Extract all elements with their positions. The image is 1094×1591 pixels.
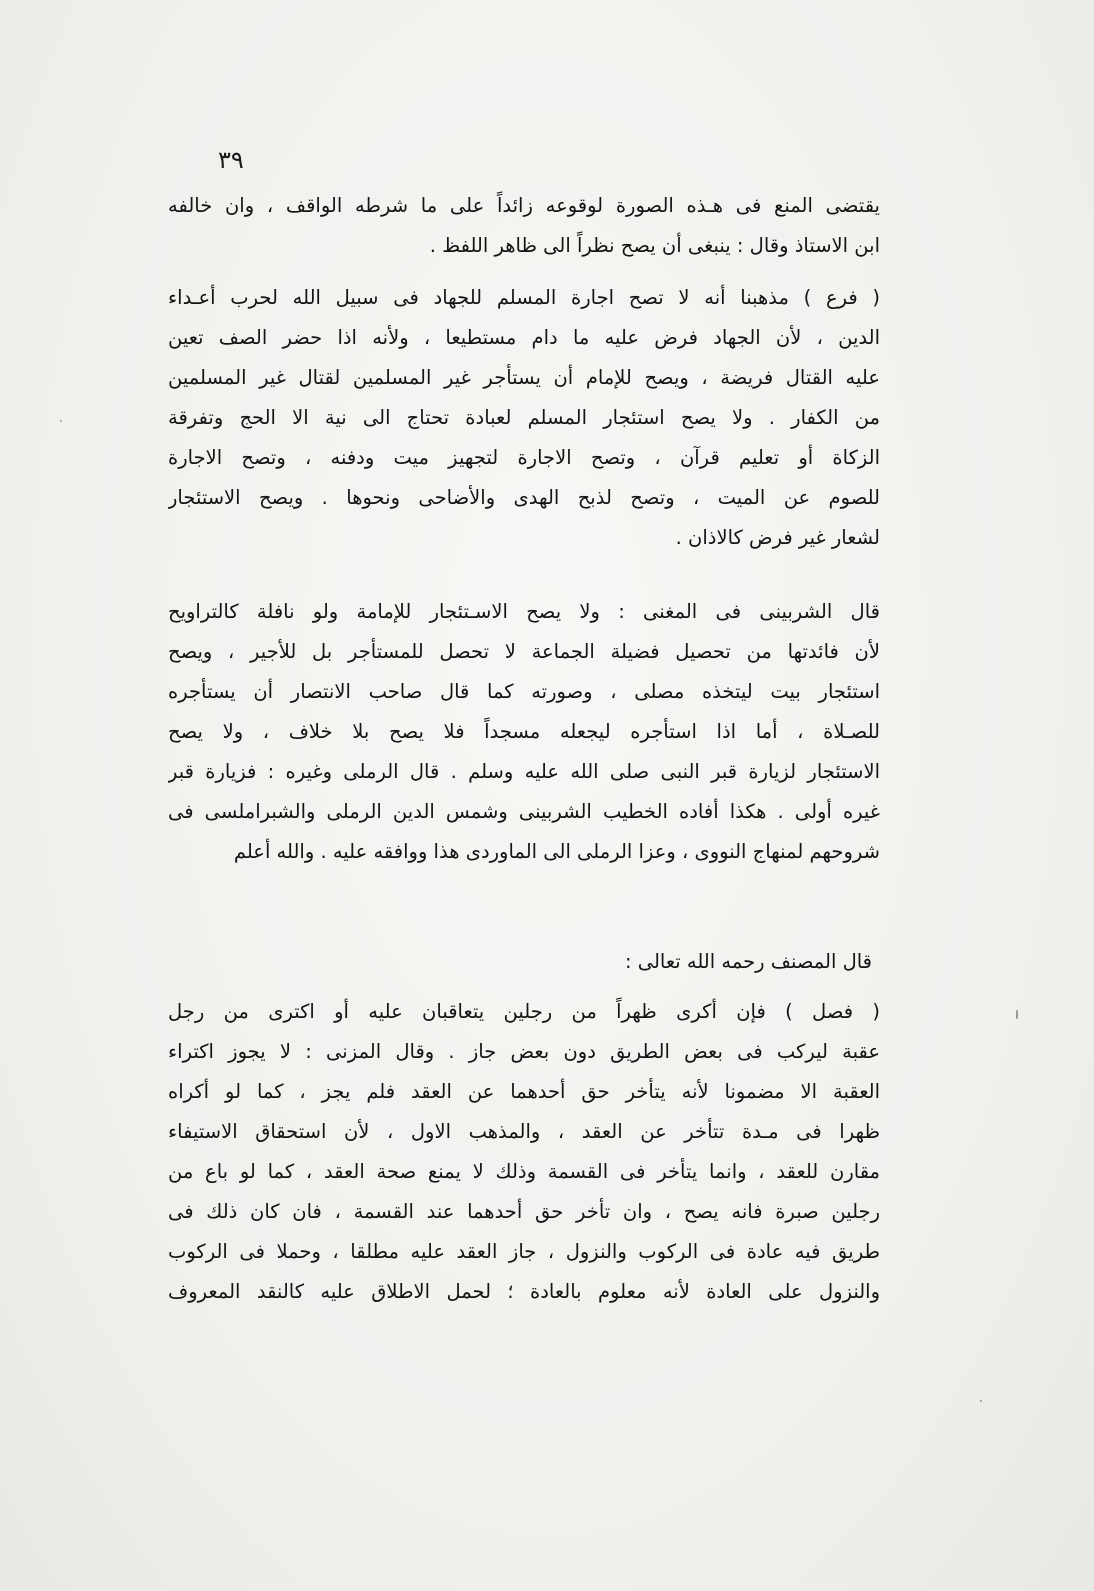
text-line: عليه القتال فريضة ، ويصح للإمام أن يستأجر غير المسلمين لقتال غير المسلمين bbox=[168, 366, 880, 389]
text-line: ابن الاستاذ وقال : ينبغى أن يصح نظراً الى ظاهر اللفظ . bbox=[429, 234, 880, 257]
text-line: قال الشربينى فى المغنى : ولا يصح الاسـتئجار للإمامة ولو نافلة كالتراويح bbox=[168, 600, 880, 623]
text-line: لشعار غير فرض كالاذان . bbox=[675, 526, 880, 549]
text-line: للصوم عن الميت ، وتصح لذبح الهدى والأضاحى ونحوها . ويصح الاستئجار bbox=[168, 486, 880, 509]
text-line: الدين ، لأن الجهاد فرض عليه ما دام مستطيعا ، ولأنه اذا حضر الصف تعين bbox=[168, 326, 880, 349]
page-number: ٣٩ bbox=[218, 146, 244, 174]
text-line: العقبة الا مضمونا لأنه يتأخر حق أحدهما عن العقد فلم يجز ، كما لو أكراه bbox=[168, 1080, 880, 1103]
scan-speck bbox=[60, 420, 62, 422]
text-line: ( فصل ) فإن أكرى ظهراً من رجلين يتعاقبان عليه أو اكترى من رجل bbox=[168, 1000, 880, 1023]
text-line: الاستئجار لزيارة قبر النبى صلى الله عليه وسلم . قال الرملى وغيره : فزيارة قبر bbox=[168, 760, 880, 783]
paragraph-3 bbox=[168, 592, 880, 872]
paragraph-2 bbox=[168, 278, 880, 558]
paragraph-4 bbox=[168, 992, 880, 1312]
text-line: من الكفار . ولا يصح استئجار المسلم لعبادة تحتاج الى نية الا الحج وتفرقة bbox=[168, 406, 880, 429]
text-line: للصـلاة ، أما اذا استأجره ليجعله مسجداً فلا يصح بلا خلاف ، ولا يصح bbox=[168, 720, 880, 743]
paragraph-1 bbox=[168, 186, 880, 266]
text-line: لأن فائدتها من تحصيل فضيلة الجماعة لا تحصل للمستأجر بل للأجير ، ويصح bbox=[168, 640, 880, 663]
scan-speck bbox=[980, 1400, 982, 1402]
text-line: شروحهم لمنهاج النووى ، وعزا الرملى الى الماوردى هذا ووافقه عليه . والله أعلم bbox=[233, 840, 880, 863]
text-line: ( فرع ) مذهبنا أنه لا تصح اجارة المسلم للجهاد فى سبيل الله لحرب أعـداء bbox=[168, 286, 880, 309]
text-line: غيره أولى . هكذا أفاده الخطيب الشربينى وشمس الدين الرملى والشبراملسى فى bbox=[168, 800, 880, 823]
text-line: ظهرا فى مـدة تتأخر عن العقد ، والمذهب الاول ، لأن استحقاق الاستيفاء bbox=[168, 1120, 880, 1143]
text-line: عقبة ليركب فى بعض الطريق دون بعض جاز . وقال المزنى : لا يجوز اكتراء bbox=[168, 1040, 880, 1063]
text-line: رجلين صبرة فانه يصح ، وان تأخر حق أحدهما عند القسمة ، فان كان ذلك فى bbox=[168, 1200, 880, 1223]
text-line: والنزول على العادة لأنه معلوم بالعادة ؛ لحمل الاطلاق عليه كالنقد المعروف bbox=[168, 1280, 880, 1303]
text-line: استئجار بيت ليتخذه مصلى ، وصورته كما قال صاحب الانتصار أن يستأجره bbox=[168, 680, 880, 703]
text-line: الزكاة أو تعليم قرآن ، وتصح الاجارة لتجهيز ميت ودفنه ، وتصح الاجارة bbox=[168, 446, 880, 469]
scan-speck bbox=[1016, 1010, 1018, 1019]
text-line: يقتضى المنع فى هـذه الصورة لوقوعه زائداً على ما شرطه الواقف ، وان خالفه bbox=[168, 194, 880, 217]
text-line: طريق فيه عادة فى الركوب والنزول ، جاز العقد عليه مطلقا ، وحملا فى الركوب bbox=[168, 1240, 880, 1263]
section-heading: قال المصنف رحمه الله تعالى : bbox=[624, 950, 872, 973]
text-line: مقارن للعقد ، وانما يتأخر فى القسمة وذلك لا يمنع صحة العقد ، كما لو باع من bbox=[168, 1160, 880, 1183]
